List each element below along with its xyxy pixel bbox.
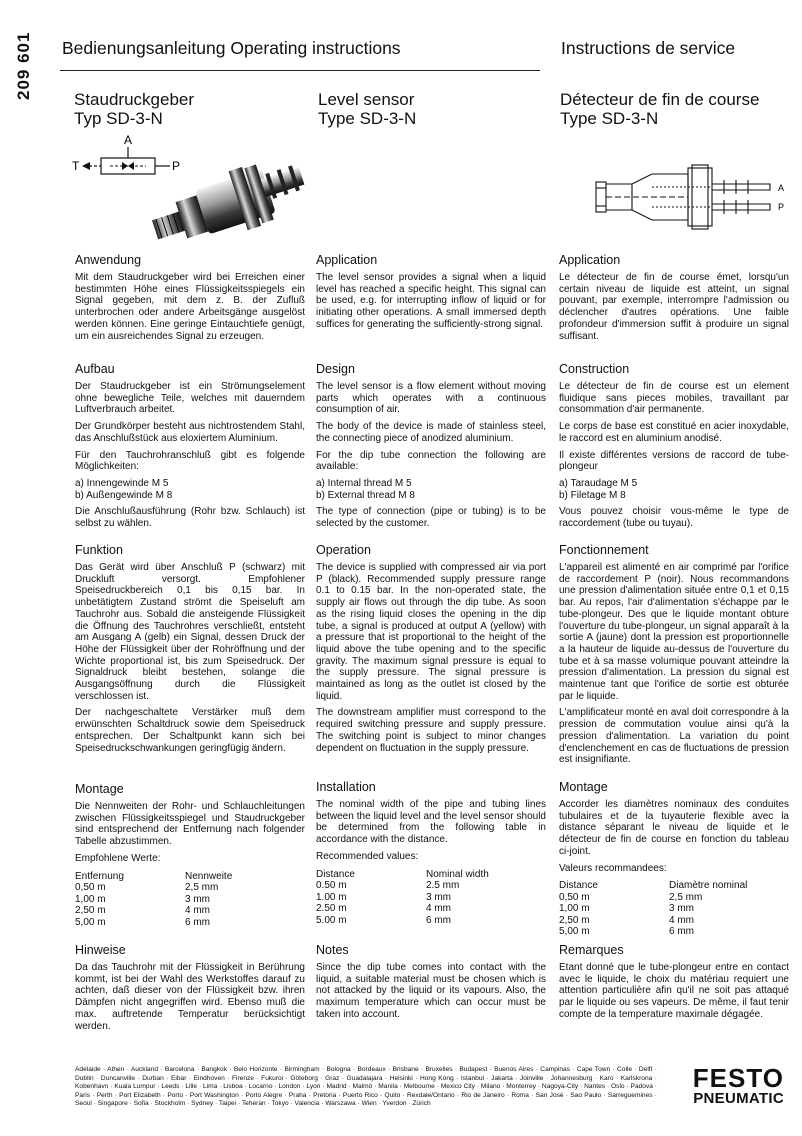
cell: 5,00 m [559,926,590,938]
de-montage [75,782,305,928]
list-item: b) Filetage M 8 [559,489,626,501]
title-fr: Détecteur de fin de course Type SD-3-N [560,90,760,128]
en-design [316,362,546,535]
table-row [559,903,789,915]
en-notes [316,943,546,1026]
cell: 6 mm [426,914,451,926]
paragraph: Die Anschlußausführung (Rohr bzw. Schlauch) ist selbst zu wählen. [75,506,305,530]
en-operation [316,543,546,759]
cell: 0.50 m [316,880,347,892]
footer-city-list: Adelaide · Athen · Auckland · Barcelona · Bangkok · Belo Horizonte · Birmingham · Bologna · Bordeaux · Brisbane · Bruxelles · Budapest · Buenos Aires · Campinas · Cape Town · Colle · Delft · Dublin · Duncanville · Durban · Eibar · Eindhoven · Firenze · Fukuroi · Göteborg · Graz · Guadalajara · Helsinki · Hong Kong · Istanbul · Jakarta · Joinville · Johannesburg · Karo · Karlskrona · Kobenhavn · Kuala Lumpur · Leeds · Lille · Lima · Lisboa · Locarno · London · Lyon · Madrid · Malmö · Manila · Melbourne · Mexico City · Milano · Monterrey · Nagoya-City · Nantes · Oslo · Padova · Paris · Perth · Port Elizabeth · Porto · Port Washington · Porto Alegre · Praha · Pretoria · Puerto Rico · Quito · Rexdale/Ontario · Rio de Janeiro · Roma · San José · Sao Paulo · Sarreguemines · Seoul · Singapore · Sofia · Stockholm · Sydney · Taipei · Teheran · Tokyo · Valencia · Warszawa · Wien · Yverdon · Zürich [75,1066,657,1108]
cell: 2.5 mm [426,880,460,892]
paragraph: The device is supplied with compressed air via port P (black). Recommended supply pressure range 0.1 to 0.15 bar. In the non-operated state, the supply air flows out through the dip tube. As soon as the rising liquid closes the opening in the dip tube, a signal is produced at output A (yellow) with a pressure that ist proportional to the height of the liquid above the tube opening and to the specific gravity. The maximum signal pressure is equal to the supply pressure. The signal pressure is maintained as long as the outlet ist closed by the liquid. [316,562,546,702]
list-item: b) External thread M 8 [316,489,415,501]
logo-brand: FESTO [692,1063,784,1093]
fr-remarques [559,943,789,1026]
section-heading: Operation [316,543,371,557]
table-row [316,915,546,927]
technical-drawing [592,160,792,240]
paragraph: Since the dip tube comes into contact with the liquid, a suitable material must be chosen which is not attacked by the liquid or its vapours. Also, the maximum temperature which can occur must be taken into account. [316,962,546,1020]
paragraph: L'appareil est alimenté en air comprimé par l'orifice de raccordement P (noir). Nous recommandons une pression d'alimentation située entre 0,1 et 0,15 bar. Au repos, l'air d'alimentation s'échappe par le tube-plongeur. Des que le liquide montant obture l'ouverture du tube-plongeur, un signal apparaît à la sortie A (jaune) dont la pression est proportionnelle a la hauteur de liquide au-dessus de l'ouverture du tube et à sa masse volumique pouvant atteindre la pression d'alimentation. La pression du signal est maintenue tant que l'orifice de sortie est obturée par le liquide. [559,562,789,702]
header-rule [60,70,540,71]
de-aufbau [75,362,305,535]
paragraph: Le détecteur de fin de course est un element fluidique sans pieces mobiles, travaillant par consommation d'air permanente. [559,381,789,416]
paragraph: Für den Tauchrohranschluß gibt es folgende Möglichkeiten: [75,449,305,473]
table-row [75,917,305,929]
sensor-photo [140,140,315,240]
cell: 2,5 mm [185,882,219,894]
column-header: Diamètre nominal [669,880,748,892]
cell: 1.00 m [316,891,347,903]
table-row [316,892,546,904]
column-header: Entfernung [75,870,124,882]
paragraph: Le détecteur de fin de course émet, lorsqu'un certain niveau de liquide est atteint, un signal pouvant, par exemple, interrompre l'admission ou déclencher d'autres opérations. Une faible profondeur d'immersion suffit à produire un signal suffisant. [559,272,789,342]
document-number: 209 601 [14,31,33,100]
title-de: Staudruckgeber Typ SD-3-N [74,90,195,128]
paragraph: For the dip tube connection the following are available: [316,449,546,473]
option-list [75,478,305,501]
table-caption: Valeurs recommandees: [559,862,667,874]
cell: 2,50 m [559,914,590,926]
cell: 5,00 m [75,916,106,928]
section-heading: Aufbau [75,362,115,376]
values-table [559,880,789,938]
table-row [559,892,789,904]
section-heading: Hinweise [75,943,126,957]
drawing-label-a: A [778,183,785,193]
de-anwendung [75,253,305,347]
drawing-label-p: P [778,202,785,212]
column-header: Distance [316,868,355,880]
cell: 3 mm [426,891,451,903]
paragraph: Mit dem Staudruckgeber wird bei Erreichen einer bestimmten Höhe eines Flüssigkeitsspiegels ein Signal gegeben, mit dem z. B. der Zufluß unterbrochen oder andere Arbeitsgänge ausgelöst werden können. Eine geringe Eintauchtiefe genügt, um ein ausreichendes Signal zu erzeugen. [75,272,305,342]
header-title-fr: Instructions de service [561,38,736,58]
section-heading: Installation [316,780,376,794]
section-heading: Montage [75,782,124,796]
symbol-label-a: A [124,133,133,147]
cell: 3 mm [669,903,694,915]
table-caption: Recommended values: [316,850,419,862]
paragraph: L'amplificateur monté en aval doit correspondre à la pression de commutation voulue ainsi qu'à la pression d'alimentation. La variation du point d'enclenchement en cas de fluctuations de pression est insignifiante. [559,707,789,766]
cell: 6 mm [185,916,210,928]
cell: 2,50 m [75,905,106,917]
option-list [559,478,789,501]
cell: 2,5 mm [669,891,703,903]
paragraph: Der Grundkörper besteht aus nichtrostendem Stahl, das Anschlußstück aus eloxiertem Aluminium. [75,421,305,444]
list-item: a) Internal thread M 5 [316,477,412,489]
table-row [559,915,789,927]
logo-subline: PNEUMATIC [693,1090,784,1107]
paragraph: The level sensor is a flow element without moving parts which operates with a continuous consumption of air. [316,381,546,416]
table-row [75,894,305,906]
fr-construction [559,362,789,535]
list-item: b) Außengewinde M 8 [75,489,173,501]
column-header: Nominal width [426,868,489,880]
section-heading: Funktion [75,543,123,557]
paragraph: Das Gerät wird über Anschluß P (schwarz) mit Druckluft versorgt. Empfohlener Speisedruckbereich 0,1 bis 0,15 bar. In unbetätigtem Zustand strömt die Speiseluft am Tauchrohr aus. Sobald die ansteigende Flüssigkeit die Öffnung des Tauchrohres verschließt, entsteht am Ausgang A (gelb) ein Signal, dessen Druck der Höhe der Flüssigkeit über der Rohröffnung und der Wichte proportional ist, bis zum Speisedruck. Der Signaldruck bleibt bestehen, solange die Ausgangsöffnung durch die Flüssigkeit verschlossen ist. [75,562,305,702]
paragraph: Die Nennweiten der Rohr- und Schlauchleitungen zwischen Flüssigkeitsspiegel und Staudruckgeber sind entsprechend der Entfernung nach folgender Tabelle abzustimmen. [75,801,305,848]
table-row [559,926,789,938]
title-en: Level sensor Type SD-3-N [318,90,417,128]
section-heading: Application [316,253,378,267]
column-header: Nennweite [185,870,233,882]
header-title-de-en: Bedienungsanleitung Operating instructions [62,38,401,58]
symbol-label-t: T [72,159,80,173]
symbol-label-p: P [172,159,181,173]
table-header [316,869,546,881]
paragraph: Le corps de base est constitué en acier inoxydable, le raccord est en aluminium anodisé. [559,421,789,444]
paragraph: Etant donné que le tube-plongeur entre en contact avec le liquide, le choix du matériau requiert une attention particulière afin qu'il ne soit pas attaqué par le liquide ou ses vapeurs. De même, il faut tenir compte de la temperature maximale dégagée. [559,962,789,1020]
paragraph: Der nachgeschaltete Verstärker muß dem erwünschten Schaltdruck sowie dem Speisedruck entsprechen. Der Schaltpunkt kann sich bei Speisedruckschwankungen geringfügig ändern. [75,707,305,754]
paragraph: The type of connection (pipe or tubing) is to be selected by the customer. [316,506,546,530]
paragraph: The level sensor provides a signal when a liquid level has reached a specific height. This signal can be used, e.g. for interrupting inflow of liquid or for initiating other operations. A small immersed depth suffices for generating the sufficiently-strong signal. [316,272,546,330]
cell: 5.00 m [316,914,347,926]
column-header: Distance [559,880,598,892]
cell: 4 mm [185,905,210,917]
section-heading: Fonctionnement [559,543,649,557]
table-header [75,871,305,883]
section-heading: Anwendung [75,253,142,267]
cell: 0,50 m [75,882,106,894]
fr-montage [559,780,789,938]
de-hinweise [75,943,305,1037]
cell: 0,50 m [559,891,590,903]
section-heading: Application [559,253,621,267]
section-heading: Notes [316,943,349,957]
cell: 1,00 m [75,893,106,905]
paragraph: Il existe différentes versions de raccord de tube-plongeur [559,449,789,473]
table-row [75,882,305,894]
section-heading: Montage [559,780,608,794]
paragraph: Der Staudruckgeber ist ein Strömungselement ohne bewegliche Teile, welches mit dauerndem Luftverbrauch arbeitet. [75,381,305,416]
paragraph: Vous pouvez choisir vous-même le type de raccordement (tube ou tuyau). [559,506,789,530]
values-table [75,871,305,929]
section-heading: Remarques [559,943,624,957]
de-funktion [75,543,305,759]
table-caption: Empfohlene Werte: [75,852,161,864]
paragraph: Da das Tauchrohr mit der Flüssigkeit in Berührung kommt, ist bei der Wahl des Werkstoffes darauf zu achten, daß dieser von der Flüssigkeit bzw. ihren Dämpfen nicht angegriffen wird. Ebenso muß die max. auftretende Temperatur berücksichtigt werden. [75,962,305,1032]
cell: 4 mm [426,903,451,915]
option-list [316,478,546,501]
paragraph: The body of the device is made of stainless steel, the connecting piece of anodized aluminium. [316,421,546,444]
table-row [316,903,546,915]
table-row [75,905,305,917]
section-heading: Design [316,362,355,376]
cell: 3 mm [185,893,210,905]
paragraph: Accorder les diamètres nominaux des conduites tubulaires et de la tuyauterie flexible avec la distance séparant le niveau de liquide et le détecteur de fin de course en fonction du tableau ci-joint. [559,799,789,857]
table-row [316,880,546,892]
cell: 4 mm [669,914,694,926]
paragraph: The nominal width of the pipe and tubing lines between the liquid level and the level sensor should be determined from the following table in accordance with the distance. [316,799,546,846]
fr-application [559,253,789,347]
cell: 6 mm [669,926,694,938]
festo-logo [664,1063,784,1108]
en-application [316,253,546,336]
paragraph: The downstream amplifier must correspond to the required switching pressure and supply pressure. The switching point is subject to minor changes dependent on fluctuation in the supply pressure. [316,707,546,754]
cell: 2.50 m [316,903,347,915]
list-item: a) Taraudage M 5 [559,477,638,489]
list-item: a) Innengewinde M 5 [75,477,169,489]
fr-fonctionnement [559,543,789,771]
table-header [559,880,789,892]
en-installation [316,780,546,926]
values-table [316,869,546,927]
section-heading: Construction [559,362,630,376]
cell: 1,00 m [559,903,590,915]
